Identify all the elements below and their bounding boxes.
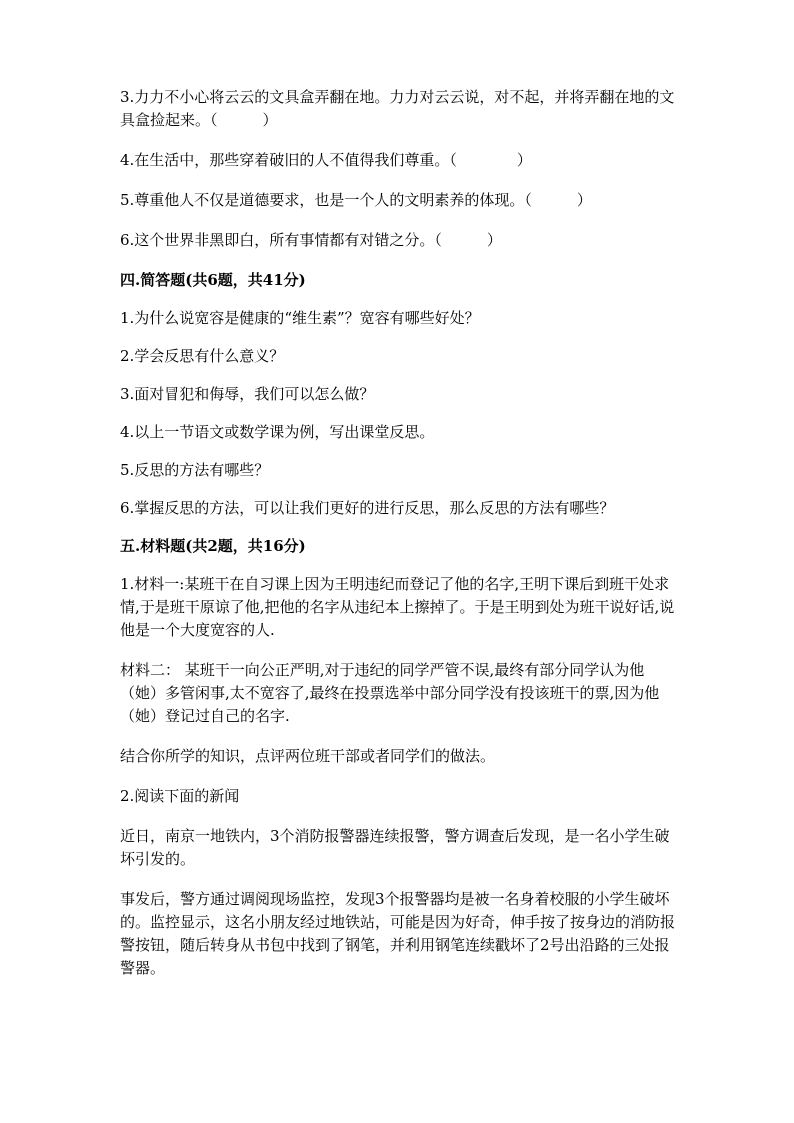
judgement-item-4: 4.在生活中，那些穿着破旧的人不值得我们尊重。（ ） — [120, 151, 532, 169]
material-two: 材料二： 某班干一向公正严明,对于违纪的同学严管不误,最终有部分同学认为他（她）多管闲事,太不宽容了,最终在投票选举中部分同学没有投该班干的票,因为他（她）登记过自己的名字. — [120, 661, 660, 725]
section-heading-short-answer: 四.简答题(共6题，共41分) — [120, 271, 306, 289]
material-one: 1.材料一:某班干在自习课上因为王明违纪而登记了他的名字,王明下课后到班干处求情,于是班干原谅了他,把他的名字从违纪本上擦掉了。于是王明到处为班干说好话,说他是一个大度宽容的人. — [120, 575, 675, 639]
document-content — [120, 86, 680, 997]
news-paragraph-1: 近日，南京一地铁内，3个消防报警器连续报警，警方调查后发现，是一名小学生破坏引发的。 — [120, 827, 670, 868]
short-answer-item-5: 5.反思的方法有哪些？ — [120, 461, 270, 479]
short-answer-item-3: 3.面对冒犯和侮辱，我们可以怎么做？ — [120, 385, 375, 403]
news-heading: 2.阅读下面的新闻 — [120, 787, 240, 805]
short-answer-item-6: 6.掌握反思的方法，可以让我们更好的进行反思，那么反思的方法有哪些？ — [120, 499, 615, 517]
section-heading-material: 五.材料题(共2题，共16分) — [120, 537, 306, 555]
judgement-item-5: 5.尊重他人不仅是道德要求，也是一个人的文明素养的体现。（ ） — [120, 191, 592, 209]
news-paragraph-2: 事发后，警方通过调阅现场监控，发现3个报警器均是被一名身着校服的小学生破坏的。监控显示，这名小朋友经过地铁站，可能是因为好奇，伸手按了按身边的消防报警按钮，随后转身从书包中找到了钢笔，并利用钢笔连续戳坏了2号出沿路的三处报警器。 — [120, 890, 676, 977]
judgement-item-6: 6.这个世界非黑即白，所有事情都有对错之分。（ ） — [120, 231, 502, 249]
short-answer-item-2: 2.学会反思有什么意义？ — [120, 347, 285, 365]
short-answer-item-4: 4.以上一节语文或数学课为例，写出课堂反思。 — [120, 423, 435, 441]
judgement-item-3: 3.力力不小心将云云的文具盒弄翻在地。力力对云云说，对不起，并将弄翻在地的文具盒捡起来。（ ） — [120, 88, 675, 129]
short-answer-item-1: 1.为什么说宽容是健康的“维生素”？宽容有哪些好处？ — [120, 309, 480, 327]
material-question: 结合你所学的知识，点评两位班干部或者同学们的做法。 — [120, 747, 496, 765]
